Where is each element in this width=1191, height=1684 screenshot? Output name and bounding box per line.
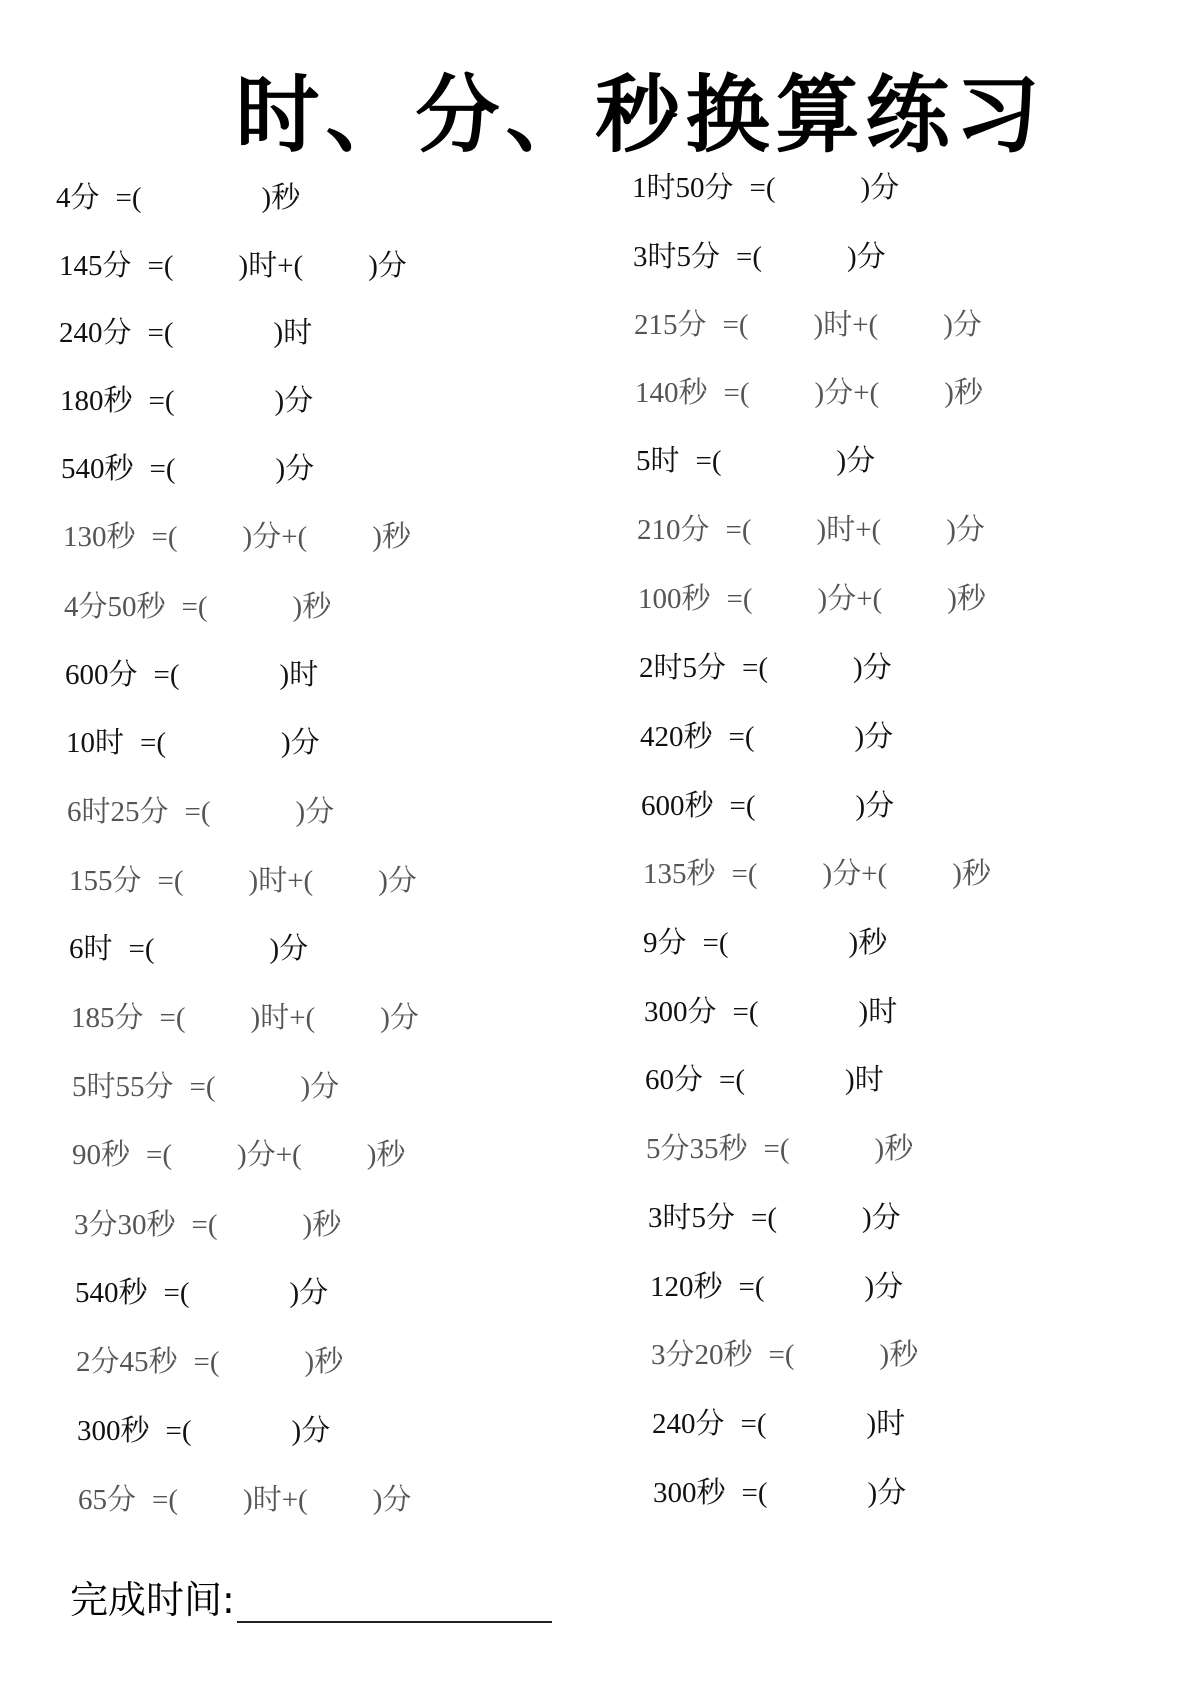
equals-open-paren: =( xyxy=(702,927,729,959)
unit-label: )时+( xyxy=(238,250,304,282)
exercise-question: 300分 xyxy=(644,996,717,1028)
exercise-item xyxy=(651,1337,918,1373)
unit-label: )分 xyxy=(372,1484,412,1516)
exercise-item xyxy=(639,650,892,686)
unit-label: )分 xyxy=(864,1271,904,1303)
equals-open-paren: =( xyxy=(731,858,758,890)
exercise-question: 210分 xyxy=(637,514,710,546)
exercise-question: 4分50秒 xyxy=(64,591,166,623)
exercise-question: 185分 xyxy=(71,1002,144,1034)
page-title: 时、分、秒换算练习 xyxy=(235,66,1046,164)
unit-label: )秒 xyxy=(944,377,983,409)
completion-time-blank[interactable] xyxy=(237,1585,552,1623)
exercise-question: 120秒 xyxy=(650,1271,723,1303)
exercise-question: 600秒 xyxy=(641,790,714,822)
exercise-question: 3分20秒 xyxy=(651,1339,753,1371)
exercise-item xyxy=(650,1269,903,1305)
exercise-item xyxy=(632,170,899,206)
equals-open-paren: =( xyxy=(146,1139,173,1171)
exercise-question: 3时5分 xyxy=(633,241,721,273)
exercise-item xyxy=(653,1475,906,1511)
unit-label: )秒 xyxy=(261,182,301,214)
exercise-question: 300秒 xyxy=(77,1415,150,1447)
equals-open-paren: =( xyxy=(184,796,211,828)
exercise-item xyxy=(634,307,982,343)
exercise-item xyxy=(59,248,407,284)
exercise-item xyxy=(633,239,886,275)
exercise-question: 5时55分 xyxy=(72,1071,174,1103)
unit-label: )分+( xyxy=(817,583,883,615)
exercise-item xyxy=(644,994,897,1030)
exercise-question: 240分 xyxy=(652,1408,725,1440)
equals-open-paren: =( xyxy=(159,1002,186,1034)
equals-open-paren: =( xyxy=(193,1346,220,1378)
equals-open-paren: =( xyxy=(768,1339,795,1371)
exercise-item xyxy=(74,1207,341,1243)
equals-open-paren: =( xyxy=(152,1484,179,1516)
unit-label: )分 xyxy=(836,445,876,477)
unit-label: )秒 xyxy=(372,521,411,553)
exercise-question: 4分 xyxy=(56,182,100,214)
equals-open-paren: =( xyxy=(742,652,769,684)
exercise-item xyxy=(75,1275,328,1311)
unit-label: )时+( xyxy=(813,309,879,341)
unit-label: )分 xyxy=(269,933,309,965)
exercise-item xyxy=(69,931,308,967)
unit-label: )秒 xyxy=(848,927,888,959)
unit-label: )分+( xyxy=(242,521,308,553)
unit-label: )分 xyxy=(380,1002,419,1034)
exercise-question: 9分 xyxy=(643,927,687,959)
exercise-question: 140秒 xyxy=(635,377,708,409)
equals-open-paren: =( xyxy=(147,250,174,282)
exercise-question: 135秒 xyxy=(643,858,716,890)
unit-label: )分 xyxy=(862,1202,901,1234)
exercise-question: 145分 xyxy=(59,250,132,282)
equals-open-paren: =( xyxy=(719,1064,746,1096)
unit-label: )时 xyxy=(845,1064,884,1096)
equals-open-paren: =( xyxy=(151,521,178,553)
equals-open-paren: =( xyxy=(140,727,167,759)
unit-label: )分 xyxy=(847,241,886,273)
exercise-item xyxy=(76,1344,343,1380)
exercise-item xyxy=(645,1062,884,1098)
exercise-question: 130秒 xyxy=(63,521,136,553)
unit-label: )分 xyxy=(289,1277,329,1309)
exercise-question: 3时5分 xyxy=(648,1202,736,1234)
exercise-item xyxy=(72,1137,405,1173)
unit-label: )分 xyxy=(295,796,335,828)
equals-open-paren: =( xyxy=(751,1202,778,1234)
unit-label: )分 xyxy=(300,1071,340,1103)
exercise-question: 215分 xyxy=(634,309,707,341)
equals-open-paren: =( xyxy=(695,445,722,477)
exercise-question: 300秒 xyxy=(653,1477,726,1509)
unit-label: )分 xyxy=(867,1477,907,1509)
exercise-question: 540秒 xyxy=(75,1277,148,1309)
unit-label: )分 xyxy=(946,514,985,546)
exercise-question: 100秒 xyxy=(638,583,711,615)
unit-label: )分 xyxy=(854,721,894,753)
unit-label: )秒 xyxy=(879,1339,919,1371)
unit-label: )时+( xyxy=(248,865,314,897)
unit-label: )秒 xyxy=(952,858,991,890)
equals-open-paren: =( xyxy=(189,1071,216,1103)
exercise-question: 5时 xyxy=(636,445,680,477)
unit-label: )秒 xyxy=(302,1209,342,1241)
unit-label: )时+( xyxy=(250,1002,316,1034)
equals-open-paren: =( xyxy=(741,1477,768,1509)
equals-open-paren: =( xyxy=(115,182,142,214)
equals-open-paren: =( xyxy=(163,1277,190,1309)
exercise-item xyxy=(66,725,320,761)
exercise-question: 65分 xyxy=(78,1484,137,1516)
exercise-question: 180秒 xyxy=(60,385,133,417)
unit-label: )秒 xyxy=(292,591,332,623)
unit-label: )时 xyxy=(273,317,313,349)
unit-label: )分 xyxy=(291,1415,331,1447)
exercise-question: 155分 xyxy=(69,865,142,897)
exercise-item xyxy=(77,1413,330,1449)
equals-open-paren: =( xyxy=(149,453,176,485)
exercise-question: 600分 xyxy=(65,659,138,691)
equals-open-paren: =( xyxy=(728,721,755,753)
equals-open-paren: =( xyxy=(128,933,155,965)
exercise-item xyxy=(643,856,991,892)
exercise-item xyxy=(638,581,986,617)
exercise-item xyxy=(72,1069,339,1105)
exercise-item xyxy=(78,1482,411,1518)
unit-label: )分 xyxy=(943,309,982,341)
exercise-question: 420秒 xyxy=(640,721,713,753)
unit-label: )分 xyxy=(378,865,417,897)
unit-label: )分+( xyxy=(814,377,880,409)
exercise-question: 90秒 xyxy=(72,1139,131,1171)
equals-open-paren: =( xyxy=(148,385,175,417)
equals-open-paren: =( xyxy=(726,583,753,615)
exercise-question: 3分30秒 xyxy=(74,1209,176,1241)
exercise-question: 1时50分 xyxy=(632,172,734,204)
equals-open-paren: =( xyxy=(729,790,756,822)
equals-open-paren: =( xyxy=(191,1209,218,1241)
exercise-question: 540秒 xyxy=(61,453,134,485)
exercise-item xyxy=(636,443,875,479)
unit-label: )分 xyxy=(855,790,895,822)
exercise-item xyxy=(56,180,300,216)
exercise-item xyxy=(641,788,894,824)
exercise-item xyxy=(635,375,983,411)
equals-open-paren: =( xyxy=(181,591,208,623)
unit-label: )秒 xyxy=(304,1346,344,1378)
equals-open-paren: =( xyxy=(165,1415,192,1447)
unit-label: )秒 xyxy=(947,583,986,615)
unit-label: )时 xyxy=(858,996,898,1028)
completion-time xyxy=(70,1577,552,1623)
equals-open-paren: =( xyxy=(736,241,763,273)
unit-label: )分+( xyxy=(237,1139,302,1171)
equals-open-paren: =( xyxy=(732,996,759,1028)
equals-open-paren: =( xyxy=(157,865,184,897)
exercise-item xyxy=(59,315,312,351)
exercise-question: 5分35秒 xyxy=(646,1133,748,1165)
unit-label: )时+( xyxy=(816,514,882,546)
exercise-question: 6时25分 xyxy=(67,796,169,828)
equals-open-paren: =( xyxy=(153,659,180,691)
exercise-item xyxy=(60,383,313,419)
unit-label: )分 xyxy=(275,453,315,485)
equals-open-paren: =( xyxy=(749,172,776,204)
unit-label: )时 xyxy=(279,659,319,691)
exercise-item xyxy=(71,1000,419,1036)
exercise-question: 2分45秒 xyxy=(76,1346,178,1378)
unit-label: )分+( xyxy=(822,858,888,890)
unit-label: )分 xyxy=(281,727,320,759)
exercise-item xyxy=(646,1131,913,1167)
exercise-question: 60分 xyxy=(645,1064,704,1096)
equals-open-paren: =( xyxy=(738,1271,765,1303)
equals-open-paren: =( xyxy=(763,1133,790,1165)
exercise-item xyxy=(67,794,334,830)
exercise-question: 10时 xyxy=(66,727,125,759)
unit-label: )分 xyxy=(274,385,314,417)
exercise-item xyxy=(640,719,893,755)
unit-label: )分 xyxy=(860,172,900,204)
unit-label: )秒 xyxy=(874,1133,914,1165)
unit-label: )时+( xyxy=(243,1484,308,1516)
exercise-item xyxy=(63,519,411,555)
exercise-question: 6时 xyxy=(69,933,113,965)
exercise-question: 240分 xyxy=(59,317,132,349)
completion-time-label: 完成时间: xyxy=(70,1578,235,1622)
equals-open-paren: =( xyxy=(723,377,750,409)
exercise-item xyxy=(652,1406,905,1442)
unit-label: )时 xyxy=(866,1408,906,1440)
equals-open-paren: =( xyxy=(740,1408,767,1440)
exercise-item xyxy=(69,863,417,899)
exercise-item xyxy=(61,451,314,487)
equals-open-paren: =( xyxy=(725,514,752,546)
unit-label: )秒 xyxy=(366,1139,406,1171)
unit-label: )分 xyxy=(368,250,407,282)
exercise-item xyxy=(648,1200,901,1236)
exercise-question: 2时5分 xyxy=(639,652,727,684)
exercise-item xyxy=(637,512,985,548)
exercise-item xyxy=(64,589,331,625)
unit-label: )分 xyxy=(853,652,892,684)
equals-open-paren: =( xyxy=(722,309,749,341)
exercise-item xyxy=(643,925,887,961)
exercise-item xyxy=(65,657,318,693)
equals-open-paren: =( xyxy=(147,317,174,349)
